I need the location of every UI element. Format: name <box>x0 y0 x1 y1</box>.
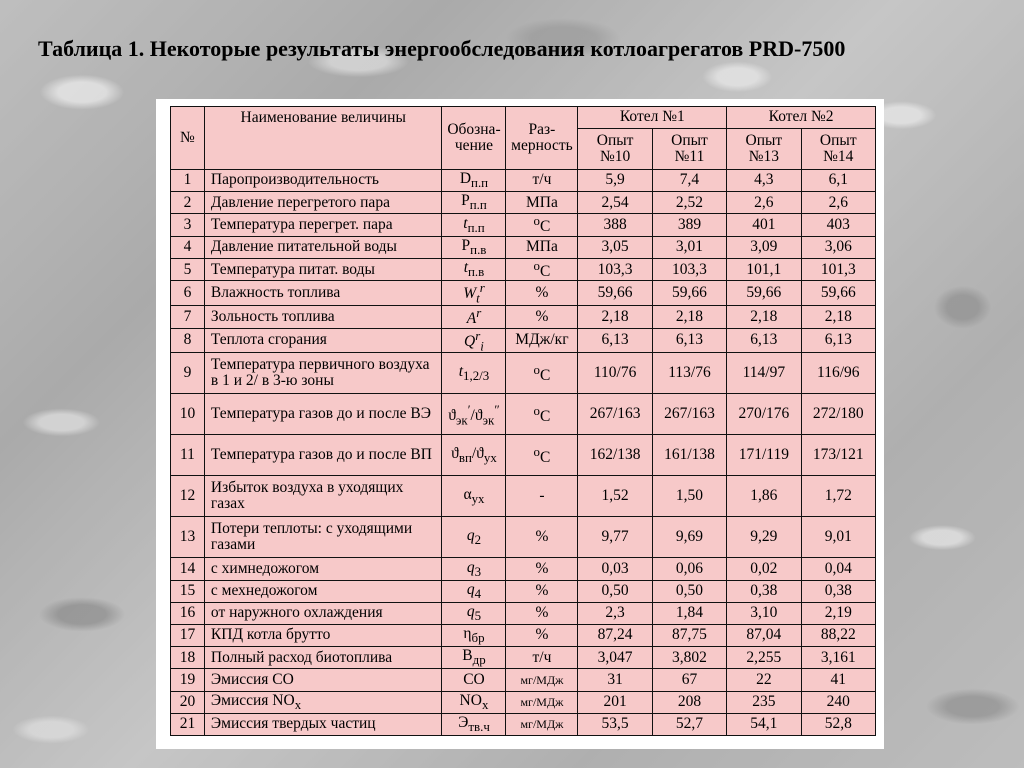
row-name: Эмиссия твердых частиц <box>204 713 442 735</box>
table-row <box>171 517 876 558</box>
row-symbol: $Q^r_i$ <box>442 328 506 353</box>
row-unit: мг/МДж <box>506 691 578 713</box>
row-number: 1 <box>171 170 205 192</box>
row-value-3: 101,1 <box>727 258 801 280</box>
row-value-1: 2,3 <box>578 602 652 624</box>
row-name: Эмиссия CO <box>204 669 442 691</box>
row-value-2: 267/163 <box>652 394 726 435</box>
row-value-4: 2,6 <box>801 192 875 214</box>
row-name: Давление перегретого пара <box>204 192 442 214</box>
row-value-1: 5,9 <box>578 170 652 192</box>
row-value-1: 0,50 <box>578 580 652 602</box>
row-unit: МДж/кг <box>506 328 578 353</box>
row-symbol: $q_4$ <box>442 580 506 602</box>
row-number: 5 <box>171 258 205 280</box>
row-name: с химнедожогом <box>204 558 442 580</box>
table-row <box>171 236 876 258</box>
row-value-3: 2,255 <box>727 647 801 669</box>
row-value-4: 2,19 <box>801 602 875 624</box>
row-value-3: 1,86 <box>727 476 801 517</box>
row-name: Температура газов до и после ВЭ <box>204 394 442 435</box>
row-value-1: 6,13 <box>578 328 652 353</box>
row-value-4: 173/121 <box>801 435 875 476</box>
row-symbol: CO <box>442 669 506 691</box>
row-value-4: 88,22 <box>801 625 875 647</box>
row-symbol: $ϑ_{вп}/ϑ_{ух}$ <box>442 435 506 476</box>
row-value-4: 59,66 <box>801 281 875 306</box>
row-value-4: 41 <box>801 669 875 691</box>
table-row <box>171 281 876 306</box>
row-value-2: 389 <box>652 214 726 236</box>
row-number: 11 <box>171 435 205 476</box>
table-row <box>171 328 876 353</box>
row-number: 19 <box>171 669 205 691</box>
row-symbol: $q_5$ <box>442 602 506 624</box>
row-number: 13 <box>171 517 205 558</box>
row-number: 16 <box>171 602 205 624</box>
row-value-2: 2,52 <box>652 192 726 214</box>
row-value-2: 113/76 <box>652 353 726 394</box>
table-row <box>171 625 876 647</box>
page-title: Таблица 1. Некоторые результаты энергообследования котлоагрегатов PRD-7500 <box>38 36 846 61</box>
row-value-1: 267/163 <box>578 394 652 435</box>
row-symbol: $\eta_{бр}$ <box>442 625 506 647</box>
row-symbol: $NO_x$ <box>442 691 506 713</box>
row-number: 8 <box>171 328 205 353</box>
header-test-1: Опыт №10 <box>578 129 652 170</box>
row-name: Температура перегрет. пара <box>204 214 442 236</box>
results-table <box>170 106 876 736</box>
row-value-1: 3,05 <box>578 236 652 258</box>
row-value-2: 0,50 <box>652 580 726 602</box>
row-value-3: 6,13 <box>727 328 801 353</box>
header-boiler-1: Котел №1 <box>578 107 727 129</box>
row-unit: % <box>506 517 578 558</box>
row-symbol: $P_{п.п}$ <box>442 192 506 214</box>
row-value-1: 1,52 <box>578 476 652 517</box>
row-value-4: 0,38 <box>801 580 875 602</box>
row-value-4: 3,161 <box>801 647 875 669</box>
row-value-4: 240 <box>801 691 875 713</box>
row-value-2: 9,69 <box>652 517 726 558</box>
table-body <box>171 170 876 736</box>
row-value-1: 201 <box>578 691 652 713</box>
row-value-2: 67 <box>652 669 726 691</box>
row-value-4: 0,04 <box>801 558 875 580</box>
row-value-1: 53,5 <box>578 713 652 735</box>
header-test-2: Опыт №11 <box>652 129 726 170</box>
row-name: КПД котла брутто <box>204 625 442 647</box>
row-symbol: $B_{др}$ <box>442 647 506 669</box>
row-unit: МПа <box>506 236 578 258</box>
row-unit: $^o$С <box>506 353 578 394</box>
row-number: 6 <box>171 281 205 306</box>
row-number: 12 <box>171 476 205 517</box>
row-value-1: 2,18 <box>578 306 652 328</box>
row-symbol: $P_{п.в}$ <box>442 236 506 258</box>
row-value-2: 6,13 <box>652 328 726 353</box>
table-row <box>171 713 876 735</box>
row-name: Избыток воздуха в уходящих газах <box>204 476 442 517</box>
row-value-4: 2,18 <box>801 306 875 328</box>
header-name: Наименование величины <box>204 107 442 170</box>
row-value-1: 388 <box>578 214 652 236</box>
row-value-2: 52,7 <box>652 713 726 735</box>
row-value-2: 1,84 <box>652 602 726 624</box>
table-row <box>171 669 876 691</box>
row-unit: $^o$С <box>506 435 578 476</box>
row-value-4: 272/180 <box>801 394 875 435</box>
table-row <box>171 394 876 435</box>
row-symbol: $D_{п.п}$ <box>442 170 506 192</box>
row-value-3: 171/119 <box>727 435 801 476</box>
row-symbol: $q_3$ <box>442 558 506 580</box>
table-row <box>171 353 876 394</box>
row-symbol: $t_{п.п}$ <box>442 214 506 236</box>
header-symbol: Обозна- чение <box>442 107 506 170</box>
row-number: 9 <box>171 353 205 394</box>
row-name: Эмиссия $NO_x$ <box>204 691 442 713</box>
row-unit: - <box>506 476 578 517</box>
table-row <box>171 558 876 580</box>
row-value-3: 59,66 <box>727 281 801 306</box>
row-name: Температура первичного воздуха в 1 и 2/ в 3-ю зоны <box>204 353 442 394</box>
row-value-3: 54,1 <box>727 713 801 735</box>
row-value-4: 6,13 <box>801 328 875 353</box>
row-name: Давление питательной воды <box>204 236 442 258</box>
table-row <box>171 306 876 328</box>
row-value-4: 3,06 <box>801 236 875 258</box>
table-row <box>171 435 876 476</box>
row-symbol: $W_t^r$ <box>442 281 506 306</box>
row-value-2: 59,66 <box>652 281 726 306</box>
row-value-1: 9,77 <box>578 517 652 558</box>
table-row <box>171 602 876 624</box>
row-value-1: 59,66 <box>578 281 652 306</box>
row-value-4: 403 <box>801 214 875 236</box>
row-value-2: 161/138 <box>652 435 726 476</box>
row-value-1: 31 <box>578 669 652 691</box>
row-name: Влажность топлива <box>204 281 442 306</box>
row-value-3: 87,04 <box>727 625 801 647</box>
table-row <box>171 476 876 517</box>
row-symbol: $q_2$ <box>442 517 506 558</box>
row-value-2: 3,01 <box>652 236 726 258</box>
row-value-4: 101,3 <box>801 258 875 280</box>
table-row <box>171 214 876 236</box>
row-number: 2 <box>171 192 205 214</box>
row-name: Температура питат. воды <box>204 258 442 280</box>
row-number: 20 <box>171 691 205 713</box>
row-symbol: $\alpha_{ух}$ <box>442 476 506 517</box>
row-value-2: 208 <box>652 691 726 713</box>
table-container <box>156 99 884 749</box>
row-value-3: 2,6 <box>727 192 801 214</box>
row-value-3: 114/97 <box>727 353 801 394</box>
row-value-3: 4,3 <box>727 170 801 192</box>
row-value-3: 0,38 <box>727 580 801 602</box>
table-row <box>171 647 876 669</box>
row-number: 15 <box>171 580 205 602</box>
row-unit: % <box>506 306 578 328</box>
row-value-1: 103,3 <box>578 258 652 280</box>
table-row <box>171 192 876 214</box>
row-value-4: 1,72 <box>801 476 875 517</box>
row-unit: мг/МДж <box>506 669 578 691</box>
row-number: 3 <box>171 214 205 236</box>
row-value-3: 0,02 <box>727 558 801 580</box>
row-symbol: $t_{1,2/3}$ <box>442 353 506 394</box>
row-value-4: 116/96 <box>801 353 875 394</box>
row-value-2: 3,802 <box>652 647 726 669</box>
row-symbol: $Э_{тв.ч}$ <box>442 713 506 735</box>
row-value-1: 162/138 <box>578 435 652 476</box>
row-unit: % <box>506 625 578 647</box>
row-value-3: 3,09 <box>727 236 801 258</box>
row-name: Зольность топлива <box>204 306 442 328</box>
row-number: 4 <box>171 236 205 258</box>
row-unit: % <box>506 281 578 306</box>
row-unit: $^o$С <box>506 214 578 236</box>
row-value-1: 87,24 <box>578 625 652 647</box>
row-value-1: 2,54 <box>578 192 652 214</box>
row-number: 14 <box>171 558 205 580</box>
row-value-2: 0,06 <box>652 558 726 580</box>
table-row <box>171 258 876 280</box>
row-unit: % <box>506 558 578 580</box>
row-name: Температура газов до и после ВП <box>204 435 442 476</box>
row-unit: % <box>506 602 578 624</box>
row-number: 17 <box>171 625 205 647</box>
row-value-3: 3,10 <box>727 602 801 624</box>
table-row <box>171 691 876 713</box>
row-value-3: 270/176 <box>727 394 801 435</box>
row-value-1: 3,047 <box>578 647 652 669</box>
row-name: Потери теплоты: с уходящими газами <box>204 517 442 558</box>
row-unit: т/ч <box>506 170 578 192</box>
row-value-2: 2,18 <box>652 306 726 328</box>
row-name: с мехнедожогом <box>204 580 442 602</box>
row-unit: $^o$С <box>506 394 578 435</box>
table-row <box>171 170 876 192</box>
row-value-3: 401 <box>727 214 801 236</box>
row-value-3: 22 <box>727 669 801 691</box>
header-test-3: Опыт №13 <box>727 129 801 170</box>
row-value-3: 2,18 <box>727 306 801 328</box>
row-unit: $^o$С <box>506 258 578 280</box>
row-number: 10 <box>171 394 205 435</box>
row-number: 7 <box>171 306 205 328</box>
row-value-2: 1,50 <box>652 476 726 517</box>
row-name: от наружного охлаждения <box>204 602 442 624</box>
row-value-3: 9,29 <box>727 517 801 558</box>
row-name: Паропроизводительность <box>204 170 442 192</box>
row-value-4: 9,01 <box>801 517 875 558</box>
table-row <box>171 580 876 602</box>
row-value-1: 110/76 <box>578 353 652 394</box>
row-symbol: $t_{п.в}$ <box>442 258 506 280</box>
row-name: Полный расход биотоплива <box>204 647 442 669</box>
row-value-1: 0,03 <box>578 558 652 580</box>
row-number: 18 <box>171 647 205 669</box>
row-value-2: 7,4 <box>652 170 726 192</box>
row-value-2: 103,3 <box>652 258 726 280</box>
row-unit: МПа <box>506 192 578 214</box>
row-unit: т/ч <box>506 647 578 669</box>
row-value-2: 87,75 <box>652 625 726 647</box>
header-unit: Раз- мерность <box>506 107 578 170</box>
row-symbol: $A^r$ <box>442 306 506 328</box>
row-name: Теплота сгорания <box>204 328 442 353</box>
row-value-4: 52,8 <box>801 713 875 735</box>
row-symbol: $ϑ_{эк}'/ϑ_{эк}''$ <box>442 394 506 435</box>
row-unit: мг/МДж <box>506 713 578 735</box>
header-boiler-2: Котел №2 <box>727 107 876 129</box>
header-num: № <box>171 107 205 170</box>
row-value-4: 6,1 <box>801 170 875 192</box>
row-number: 21 <box>171 713 205 735</box>
row-value-3: 235 <box>727 691 801 713</box>
header-test-4: Опыт №14 <box>801 129 875 170</box>
row-unit: % <box>506 580 578 602</box>
